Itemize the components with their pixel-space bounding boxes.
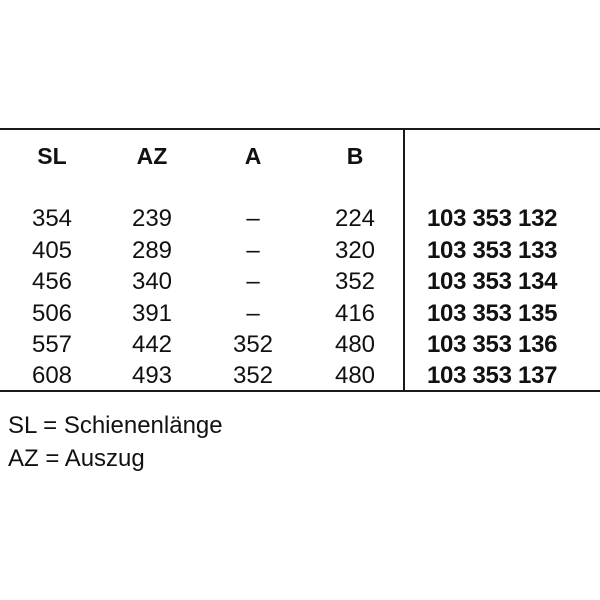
row-3-a: – bbox=[246, 268, 260, 295]
row-2-article-number: 103 353 133 bbox=[427, 237, 558, 264]
row-3-sl: 456 bbox=[31, 268, 73, 295]
row-5-article-number: 103 353 136 bbox=[427, 331, 558, 358]
row-1-a: – bbox=[246, 205, 260, 232]
row-3-article-number: 103 353 134 bbox=[427, 268, 558, 295]
row-3-b: 352 bbox=[334, 268, 376, 295]
row-2-a: – bbox=[246, 237, 260, 264]
header-az: AZ bbox=[136, 143, 168, 169]
row-6-sl: 608 bbox=[31, 362, 73, 389]
row-6-b: 480 bbox=[334, 362, 376, 389]
row-1-b: 224 bbox=[334, 205, 376, 232]
row-4-b: 416 bbox=[334, 300, 376, 327]
row-4-az: 391 bbox=[131, 300, 173, 327]
row-2-sl: 405 bbox=[31, 237, 73, 264]
row-2-b: 320 bbox=[334, 237, 376, 264]
row-1-article-number: 103 353 132 bbox=[427, 205, 558, 232]
row-5-b: 480 bbox=[334, 331, 376, 358]
row-6-article-number: 103 353 137 bbox=[427, 362, 558, 389]
row-5-sl: 557 bbox=[31, 331, 73, 358]
header-sl: SL bbox=[37, 143, 67, 169]
row-4-sl: 506 bbox=[31, 300, 73, 327]
row-6-az: 493 bbox=[131, 362, 173, 389]
legend-sl: SL = Schienenlänge bbox=[8, 412, 223, 439]
row-5-a: 352 bbox=[232, 331, 274, 358]
header-a: A bbox=[244, 143, 262, 169]
row-4-article-number: 103 353 135 bbox=[427, 300, 558, 327]
legend-az: AZ = Auszug bbox=[8, 445, 145, 472]
row-3-az: 340 bbox=[131, 268, 173, 295]
row-5-az: 442 bbox=[131, 331, 173, 358]
row-1-sl: 354 bbox=[31, 205, 73, 232]
header-b: B bbox=[346, 143, 364, 169]
row-1-az: 239 bbox=[131, 205, 173, 232]
row-2-az: 289 bbox=[131, 237, 173, 264]
row-4-a: – bbox=[246, 300, 260, 327]
row-6-a: 352 bbox=[232, 362, 274, 389]
column-divider bbox=[403, 128, 405, 392]
